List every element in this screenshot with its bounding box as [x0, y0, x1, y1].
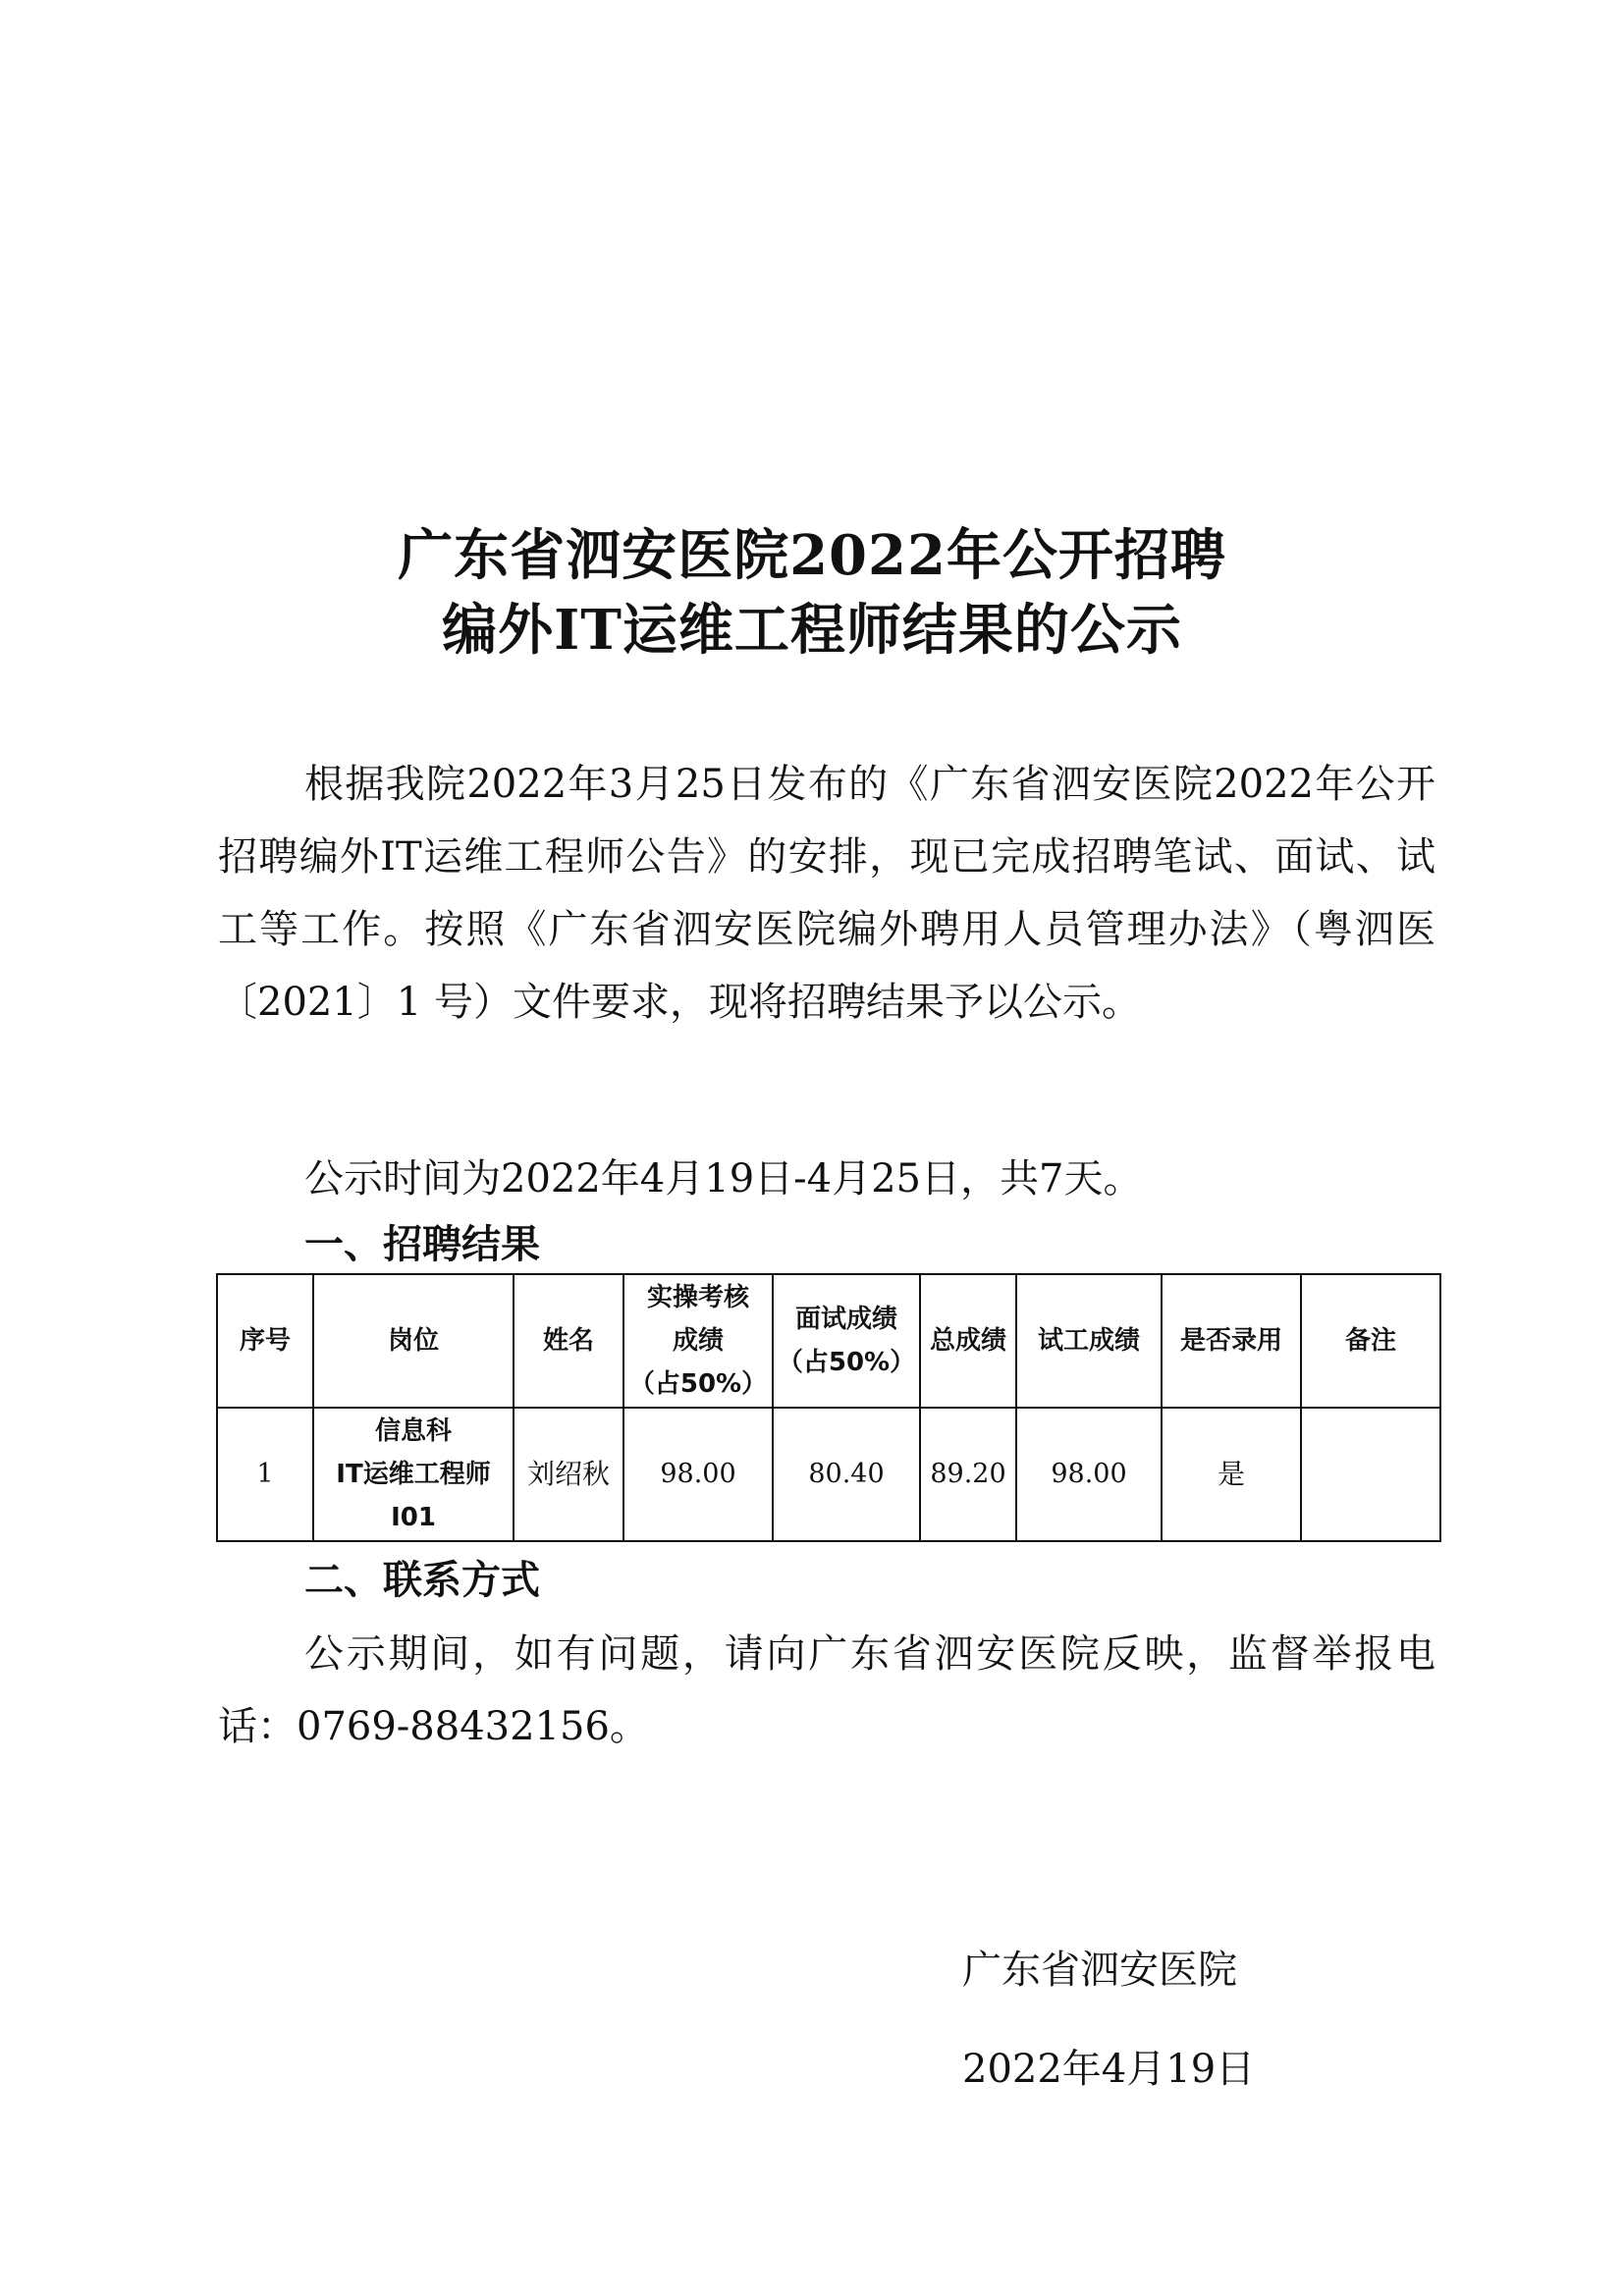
- table-header-row: [217, 1274, 1440, 1408]
- cell-hired: 是: [1162, 1408, 1301, 1541]
- signature-date: 2022年4月19日: [962, 2047, 1256, 2092]
- header-total-score: 总成绩: [920, 1274, 1016, 1408]
- header-no: 序号: [217, 1274, 313, 1408]
- cell-remark: [1301, 1408, 1440, 1541]
- cell-position: [313, 1408, 514, 1541]
- document-title-line-2: 编外IT运维工程师结果的公示: [442, 598, 1182, 663]
- cell-trial-score: 98.00: [1016, 1408, 1162, 1541]
- cell-position-line-3: I01: [391, 1503, 436, 1532]
- header-practical-line-1: 实操考核: [646, 1283, 749, 1312]
- contact-paragraph: 公示期间，如有问题，请向广东省泗安医院反映，监督举报电话：0769-88432156。: [218, 1631, 1435, 1749]
- results-table: [216, 1273, 1441, 1542]
- cell-name: 刘绍秋: [514, 1408, 623, 1541]
- section-heading-results: 一、招聘结果: [304, 1222, 540, 1267]
- header-name: 姓名: [514, 1274, 623, 1408]
- period-paragraph: 公示时间为2022年4月19日-4月25日，共7天。: [304, 1156, 1143, 1201]
- cell-total-score: 89.20: [920, 1408, 1016, 1541]
- header-interview-score: [773, 1274, 920, 1408]
- header-practical-line-3: （占50%）: [628, 1369, 768, 1399]
- header-trial-score: 试工成绩: [1016, 1274, 1162, 1408]
- cell-position-line-1: 信息科: [374, 1416, 452, 1446]
- header-hired: 是否录用: [1162, 1274, 1301, 1408]
- intro-paragraph: 根据我院2022年3月25日发布的《广东省泗安医院2022年公开招聘编外IT运维工程师公告》的安排，现已完成招聘笔试、面试、试工等工作。按照《广东省泗安医院编外聘用人员管理办法》（粤泗医〔2021〕1 号）文件要求，现将招聘结果予以公示。: [218, 762, 1435, 1025]
- header-practical-score: [623, 1274, 773, 1408]
- cell-no: 1: [217, 1408, 313, 1541]
- header-position: 岗位: [313, 1274, 514, 1408]
- cell-position-line-2: IT运维工程师: [336, 1460, 491, 1489]
- cell-practical-score: 98.00: [623, 1408, 773, 1541]
- document-title-line-1: 广东省泗安医院2022年公开招聘: [398, 523, 1226, 588]
- header-practical-line-2: 成绩: [672, 1326, 724, 1356]
- header-remark: 备注: [1301, 1274, 1440, 1408]
- header-interview-line-1: 面试成绩: [794, 1305, 897, 1334]
- signature-organization: 广东省泗安医院: [962, 1948, 1237, 1993]
- section-heading-contact: 二、联系方式: [304, 1558, 540, 1603]
- header-interview-line-2: （占50%）: [777, 1348, 916, 1377]
- cell-interview-score: 80.40: [773, 1408, 920, 1541]
- table-row: [217, 1408, 1440, 1541]
